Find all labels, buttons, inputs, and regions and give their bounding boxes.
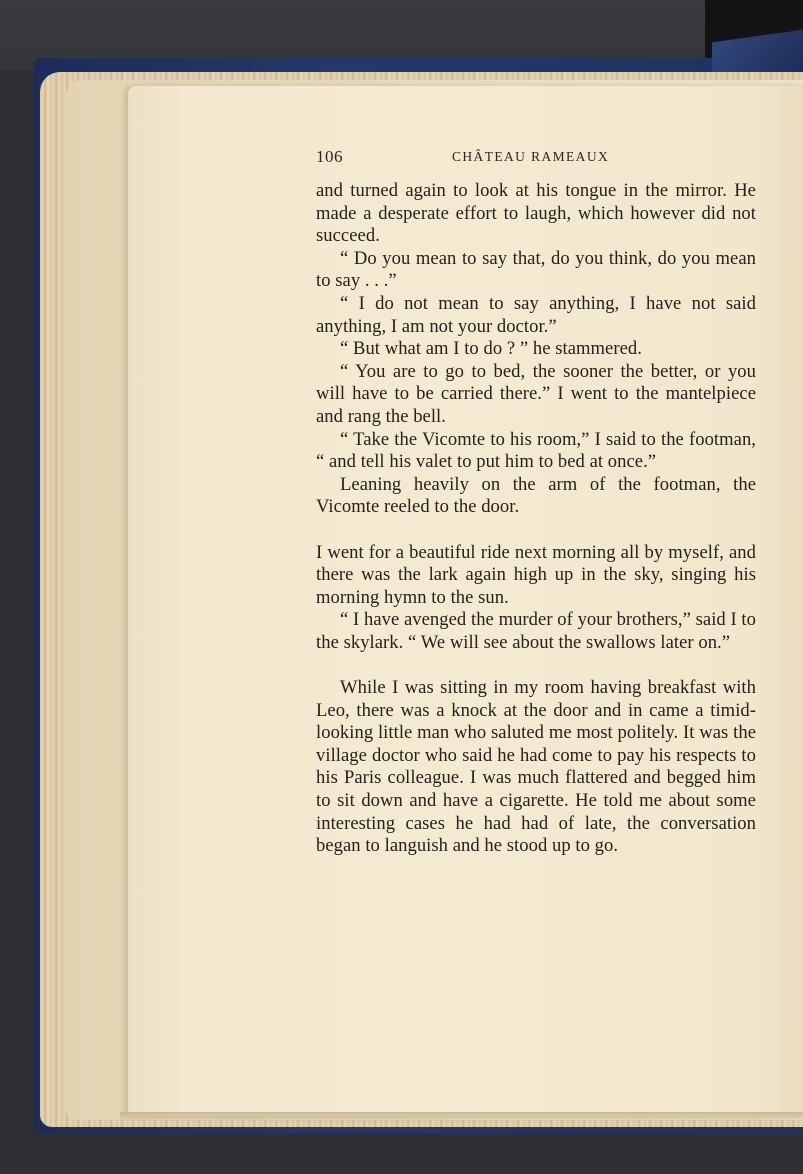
paragraph: “ Do you mean to say that, do you think, do you mean to say . . .” xyxy=(316,247,756,292)
page-header xyxy=(316,147,756,169)
paragraph: “ You are to go to bed, the sooner the better, or you will have to be carried there.” I went to the mantelpiece and rang the bell. xyxy=(316,360,756,427)
page-bottom-shadow xyxy=(120,1112,803,1122)
paragraph: “ But what am I to do ? ” he stammered. xyxy=(340,338,642,360)
section-break xyxy=(316,654,756,677)
paragraph: “ Take the Vicomte to his room,” I said to the footman, “ and tell his valet to put him to bed at once.” xyxy=(316,428,756,473)
body-text xyxy=(316,180,756,858)
paragraph: “ I do not mean to say anything, I have not said anything, I am not your doctor.” xyxy=(316,292,756,337)
running-title: CHÂTEAU RAMEAUX xyxy=(452,149,610,164)
paragraph: I went for a beautiful ride next morning all by myself, and there was the lark again high up in the sky, singing his morning hymn to the sun. xyxy=(316,541,756,608)
paragraph: and turned again to look at his tongue in the mirror. He made a desperate effort to laugh, which however did not succeed. xyxy=(316,180,756,247)
paragraph: Leaning heavily on the arm of the footman, the Vicomte reeled to the door. xyxy=(316,473,756,518)
section-break xyxy=(316,519,756,542)
page-number: 106 xyxy=(316,147,343,166)
paragraph: While I was sitting in my room having breakfast with Leo, there was a knock at the door and in came a timid-looking little man who saluted me most politely. It was the village doctor who said he had come to pay his respects to his Paris colleague. I was much flattered and begged him to sit down and have a cigarette. He told me about some interesting cases he had had of late, the conversation began to languish and he stood up to go. xyxy=(316,677,756,857)
paragraph: “ I have avenged the murder of your brothers,” said I to the skylark. “ We will see about the swallows later on.” xyxy=(316,609,756,653)
